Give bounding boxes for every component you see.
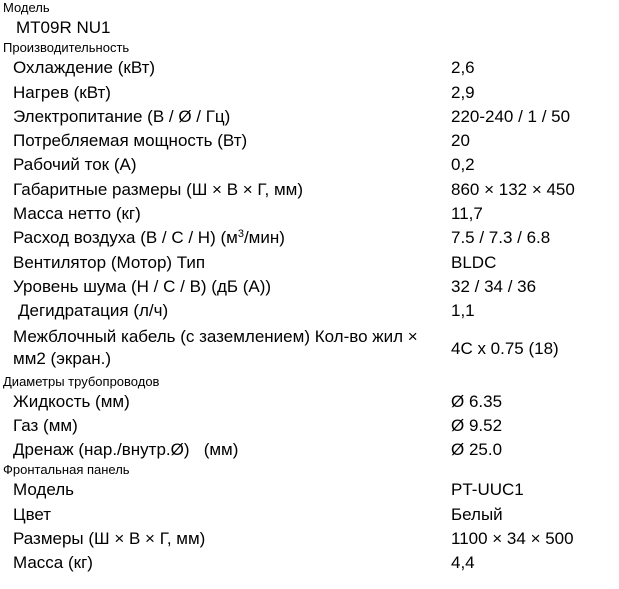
spec-label: Габаритные размеры (Ш × В × Г, мм) <box>13 179 304 199</box>
spec-row-interconnect-cable <box>0 324 619 374</box>
spec-label: Потребляемая мощность (Вт) <box>13 131 248 151</box>
spec-row-fan-type <box>0 251 619 275</box>
spec-row-panel-weight <box>0 551 619 575</box>
spec-row-liquid-pipe <box>0 390 619 414</box>
spec-label: Межблочный кабель (с заземлением) Кол-во жил × мм2 (экран.) <box>13 326 418 368</box>
spec-value: 7.5 / 7.3 / 6.8 <box>451 228 551 248</box>
spec-label: Электропитание (В / Ø / Гц) <box>13 106 231 126</box>
spec-value: 32 / 34 / 36 <box>451 276 537 296</box>
spec-row-panel-color <box>0 503 619 527</box>
spec-row-panel-dimensions <box>0 527 619 551</box>
spec-label: Масса (кг) <box>13 553 93 573</box>
spec-row-gas-pipe <box>0 414 619 438</box>
spec-label: Нагрев (кВт) <box>13 82 111 102</box>
spec-value: 1100 × 34 × 500 <box>451 529 574 549</box>
spec-row-current <box>0 153 619 177</box>
spec-row-drain-pipe <box>0 438 619 462</box>
spec-label: Размеры (Ш × В × Г, мм) <box>13 529 206 549</box>
section-title-pipes: Диаметры трубопроводов <box>3 373 160 389</box>
spec-value: 4C x 0.75 (18) <box>451 338 559 358</box>
spec-value: 1,1 <box>451 301 475 321</box>
spec-value: 0,2 <box>451 155 475 175</box>
spec-row-model-name <box>0 16 619 40</box>
spec-value: 11,7 <box>451 204 483 224</box>
spec-label: Вентилятор (Мотор) Тип <box>13 252 206 272</box>
spec-row-noise-level <box>0 275 619 299</box>
model-name: MT09R NU1 <box>16 18 111 37</box>
spec-row-dehumidification <box>0 299 619 323</box>
spec-value: 2,9 <box>451 82 475 102</box>
airflow-label-pre: Расход воздуха (В / С / Н) (м <box>13 228 238 248</box>
section-title-front-panel: Фронтальная панель <box>3 462 130 478</box>
spec-label: Охлаждение (кВт) <box>13 58 156 78</box>
spec-row-cooling <box>0 56 619 80</box>
airflow-label-sup: 3 <box>237 228 244 241</box>
spec-row-panel-model <box>0 478 619 502</box>
spec-label: Жидкость (мм) <box>13 391 130 411</box>
spec-value: Ø 9.52 <box>451 415 503 435</box>
spec-label: Модель <box>13 480 75 500</box>
spec-row-heating <box>0 81 619 105</box>
spec-label: Дренаж (нар./внутр.Ø) (мм) <box>13 440 239 460</box>
spec-row-power-supply <box>0 105 619 129</box>
spec-value: 860 × 132 × 450 <box>451 179 575 199</box>
spec-value: Ø 25.0 <box>451 440 503 460</box>
spec-label: Цвет <box>13 504 52 524</box>
spec-value: Ø 6.35 <box>451 391 503 411</box>
spec-label: Рабочий ток (А) <box>13 155 137 175</box>
section-title-model: Модель <box>3 0 50 15</box>
spec-value: Белый <box>451 504 503 524</box>
spec-row-power-consumption <box>0 129 619 153</box>
spec-value: 20 <box>451 131 470 151</box>
spec-row-dimensions <box>0 178 619 202</box>
spec-value: PT-UUC1 <box>451 480 524 500</box>
spec-value: 220-240 / 1 / 50 <box>451 106 571 126</box>
spec-label <box>13 226 285 250</box>
spec-label: Газ (мм) <box>13 415 78 435</box>
spec-label: Дегидратация (л/ч) <box>18 301 169 321</box>
spec-value: 4,4 <box>451 553 475 573</box>
spec-label: Масса нетто (кг) <box>13 204 141 224</box>
spec-value: 2,6 <box>451 58 475 78</box>
spec-row-net-weight <box>0 202 619 226</box>
spec-value: BLDC <box>451 252 497 272</box>
airflow-label-post: /мин) <box>243 228 285 248</box>
section-title-performance: Производительность <box>3 40 130 56</box>
spec-label: Уровень шума (Н / С / В) (дБ (А)) <box>13 276 272 296</box>
spec-row-airflow <box>0 226 619 250</box>
